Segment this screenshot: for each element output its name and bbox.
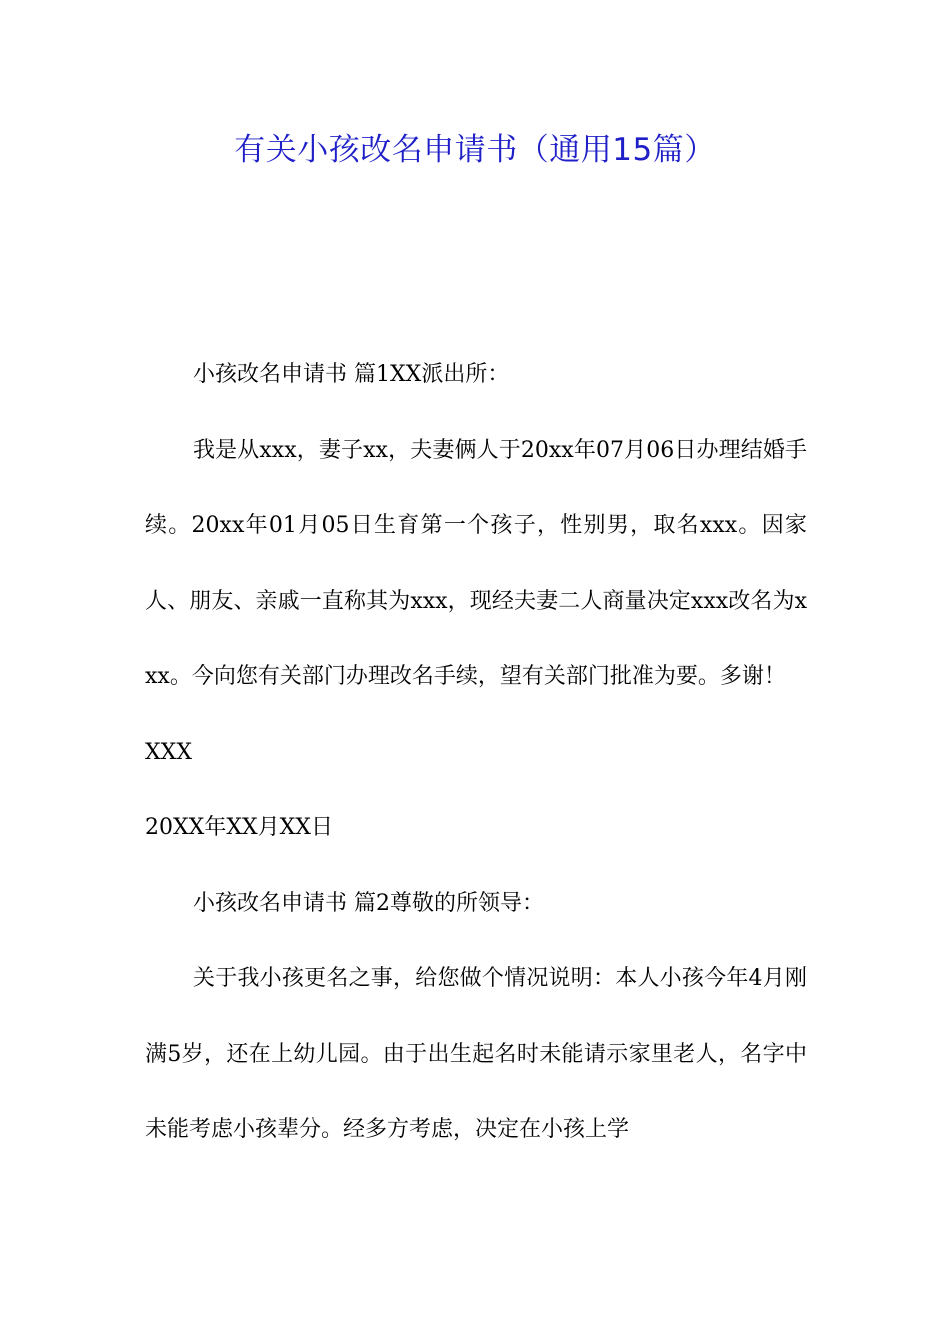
signature-date: 20XX年XX月XX日	[145, 815, 333, 840]
paragraph-heading-2: 小孩改名申请书 篇2尊敬的所领导：	[193, 890, 544, 916]
document-title: 有关小孩改名申请书（通用15篇）	[234, 132, 716, 168]
paragraph-body-2: 关于我小孩更名之事，给您做个情况说明：本人小孩今年4月刚满5岁，还在上幼儿园。由于出生起名时未能请示家里老人，名字中未能考虑小孩辈分。经多方考虑，决定在小孩上学	[145, 966, 807, 1142]
signature-name: XXX	[145, 739, 192, 765]
paragraph-body-1: 我是从xxx，妻子xx，夫妻俩人于20xx年07月06日办理结婚手续。20xx年01月05日生育第一个孩子，性别男，取名xxx。因家人、朋友、亲戚一直称其为xxx，现经夫妻二人商量决定xxx改名为xxx。今向您有关部门办理改名手续，望有关部门批准为要。多谢！	[145, 437, 807, 689]
document-body	[145, 337, 807, 1168]
paragraph-heading-1: 小孩改名申请书 篇1XX派出所：	[193, 362, 510, 387]
